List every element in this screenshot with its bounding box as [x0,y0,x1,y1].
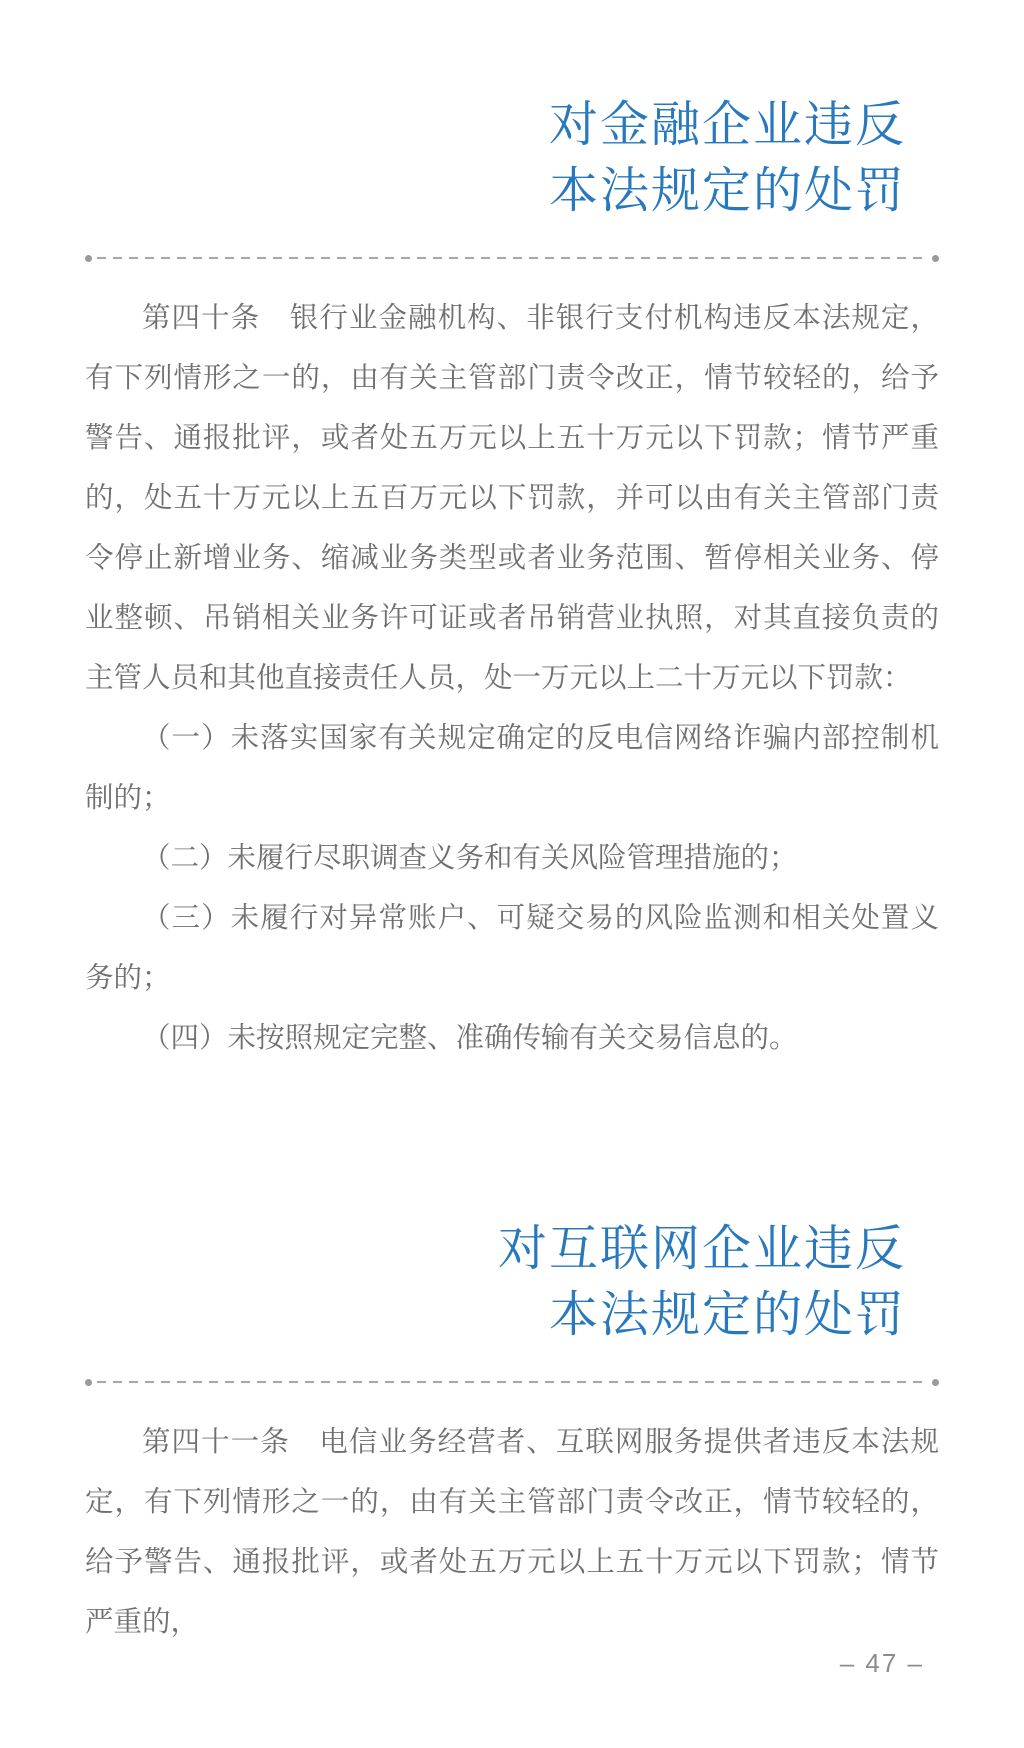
section-heading-financial [85,0,939,224]
section-internet-penalty [85,1068,939,1652]
heading-line-1: 对互联网企业违反 [497,1222,906,1276]
divider-dashed-line [97,1381,927,1383]
divider-dot-left [85,1379,92,1386]
section-financial-penalty [85,0,939,1068]
heading-line-2: 本法规定的处罚 [548,164,906,218]
section-divider [85,1378,939,1386]
divider-dashed-line [97,257,927,259]
article-41-paragraph: 第四十一条 电信业务经营者、互联网服务提供者违反本法规定，有下列情形之一的，由有关主管部门责令改正，情节较轻的，给予警告、通报批评，或者处五万元以上五十万元以下罚款；情节严重的， [85,1426,939,1638]
heading-line-1: 对金融企业违反 [548,98,906,152]
article-40-paragraph: 第四十条 银行业金融机构、非银行支付机构违反本法规定，有下列情形之一的，由有关主管部门责令改正，情节较轻的，给予警告、通报批评，或者处五万元以上五十万元以下罚款；情节严重的，处五十万元以上五百万元以下罚款，并可以由有关主管部门责令停止新增业务、缩减业务类型或者业务范围、暂停相关业务、停业整顿、吊销相关业务许可证或者吊销营业执照，对其直接负责的主管人员和其他直接责任人员，处一万元以上二十万元以下罚款： [85,302,939,694]
section-divider [85,254,939,262]
divider-dot-right [932,255,939,262]
heading-line-2: 本法规定的处罚 [548,1288,906,1342]
divider-dot-right [932,1379,939,1386]
article-40-item-2: （二）未履行尽职调查义务和有关风险管理措施的； [142,842,798,874]
page-content [85,0,939,1652]
divider-dot-left [85,255,92,262]
page-number: – 47 – [839,1648,924,1678]
article-40-item-4: （四）未按照规定完整、准确传输有关交易信息的。 [142,1022,798,1054]
section-heading-internet [85,1068,939,1348]
article-40-item-3: （三）未履行对异常账户、可疑交易的风险监测和相关处置义务的； [85,902,939,994]
article-40-item-1: （一）未落实国家有关规定确定的反电信网络诈骗内部控制机制的； [85,722,939,814]
